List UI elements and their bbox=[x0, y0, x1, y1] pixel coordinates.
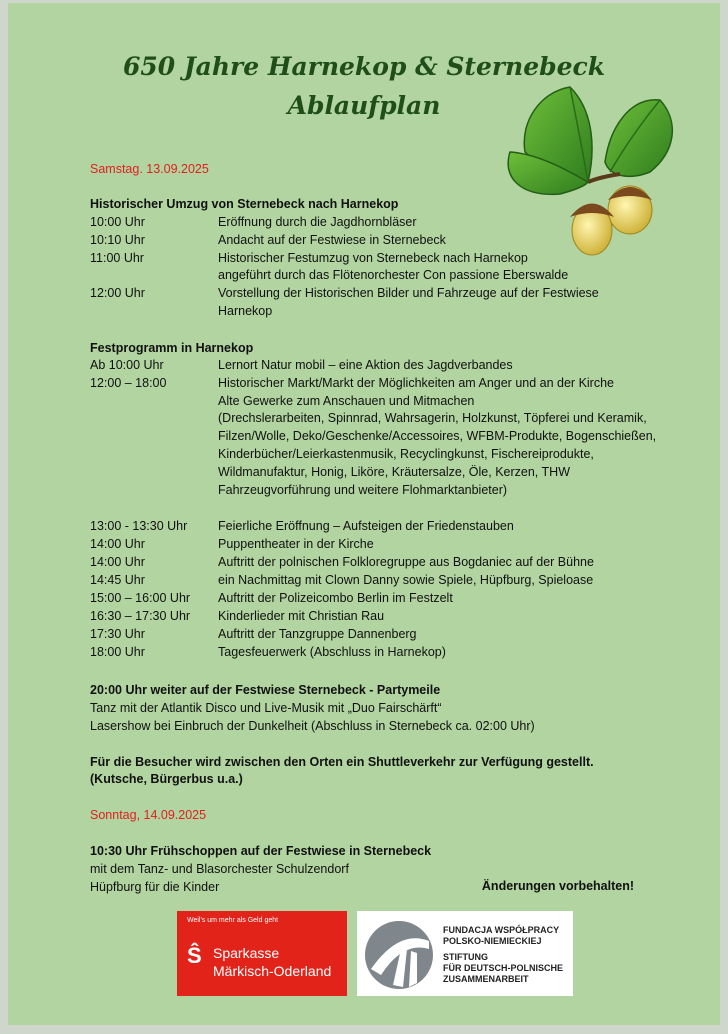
schedule-row bbox=[90, 644, 446, 660]
schedule-row bbox=[90, 536, 374, 552]
schedule-text: Wildmanufaktur, Honig, Liköre, Kräutersalze, Öle, Kerzen, THW bbox=[218, 464, 570, 479]
schedule-time: 17:30 Uhr bbox=[90, 627, 145, 641]
schedule-text: Feierliche Eröffnung – Aufsteigen der Friedenstauben bbox=[218, 519, 514, 533]
sunday-heading: 10:30 Uhr Frühschoppen auf der Festwiese in Sternebeck bbox=[90, 844, 432, 858]
schedule-row bbox=[90, 518, 514, 534]
parade-heading: Historischer Umzug von Sternebeck nach Harnekop bbox=[90, 197, 399, 211]
schedule-text: Andacht auf der Festwiese in Sternebeck bbox=[218, 232, 446, 247]
schedule-row bbox=[90, 554, 594, 570]
sparkasse-s-icon: Ŝ bbox=[187, 943, 202, 968]
schedule-row bbox=[90, 232, 446, 248]
foundation-logo bbox=[357, 911, 573, 996]
shuttle-note: (Kutsche, Bürgerbus u.a.) bbox=[90, 772, 243, 786]
schedule-row bbox=[90, 250, 528, 266]
schedule-time: 10:00 Uhr bbox=[90, 215, 145, 229]
schedule-text: Filzen/Wolle, Deko/Geschenke/Accessoires, WFBM-Produkte, Bogenschießen, bbox=[218, 429, 657, 444]
schedule-time: 12:00 – 18:00 bbox=[90, 375, 167, 390]
schedule-row bbox=[90, 464, 570, 480]
foundation-name-de: STIFTUNG bbox=[443, 952, 488, 962]
sparkasse-slogan: Weil's um mehr als Geld geht bbox=[187, 917, 279, 924]
foundation-emblem-icon bbox=[363, 919, 435, 991]
schedule-text: ein Nachmittag mit Clown Danny sowie Spiele, Hüpfburg, Spieloase bbox=[218, 573, 594, 587]
schedule-time: 10:10 Uhr bbox=[90, 232, 145, 247]
schedule-text: Auftritt der Polizeicombo Berlin im Festzelt bbox=[218, 591, 453, 605]
schedule-time: 15:00 – 16:00 Uhr bbox=[90, 591, 191, 605]
schedule-row bbox=[90, 357, 513, 373]
schedule-time: 14:45 Uhr bbox=[90, 573, 145, 587]
schedule-time: 12:00 Uhr bbox=[90, 286, 145, 301]
schedule-text: Fahrzeugvorführung und weitere Flohmarktanbieter) bbox=[218, 482, 508, 497]
schedule-time: 13:00 - 13:30 Uhr bbox=[90, 519, 188, 533]
schedule-text: Historischer Markt/Markt der Möglichkeiten am Anger und an der Kirche bbox=[218, 375, 614, 390]
schedule-row bbox=[90, 572, 593, 588]
schedule-row bbox=[90, 285, 599, 301]
shuttle-note: Für die Besucher wird zwischen den Orten ein Shuttleverkehr zur Verfügung gestellt. bbox=[90, 755, 594, 769]
schedule-row bbox=[90, 626, 417, 642]
schedule-text: angeführt durch das Flötenorchester Con passione Eberswalde bbox=[218, 268, 569, 283]
schedule-text: (Drechslerarbeiten, Spinnrad, Wahrsagerin, Holzkunst, Töpferei und Keramik, bbox=[218, 411, 647, 426]
schedule-row bbox=[90, 590, 453, 606]
saturday-date: Samstag. 13.09.2025 bbox=[90, 162, 209, 176]
poster-subtitle: Ablaufplan bbox=[287, 91, 441, 120]
foundation-name-pl: FUNDACJA WSPÓŁPRACY bbox=[443, 925, 560, 935]
sunday-date: Sonntag, 14.09.2025 bbox=[90, 808, 207, 822]
sparkasse-name: Sparkasse bbox=[213, 945, 280, 961]
schedule-text: Kinderlieder mit Christian Rau bbox=[218, 609, 385, 623]
schedule-text: Puppentheater in der Kirche bbox=[218, 537, 374, 551]
schedule-time: 14:00 Uhr bbox=[90, 555, 145, 569]
party-line: Lasershow bei Einbruch der Dunkelheit (Abschluss in Sternebeck ca. 02:00 Uhr) bbox=[90, 719, 535, 733]
foundation-name-de: ZUSAMMENARBEIT bbox=[443, 974, 529, 984]
schedule-row bbox=[90, 267, 568, 283]
party-line: Tanz mit der Atlantik Disco und Live-Musik mit „Duo Fairschärft“ bbox=[90, 701, 442, 715]
schedule-row bbox=[90, 446, 594, 462]
changes-note: Änderungen vorbehalten! bbox=[481, 879, 634, 893]
schedule-row bbox=[90, 375, 614, 391]
schedule-text: Auftritt der polnischen Folkloregruppe aus Bogdaniec auf der Bühne bbox=[218, 555, 594, 569]
schedule-row bbox=[90, 214, 417, 230]
schedule-text: Historischer Festumzug von Sternebeck nach Harnekop bbox=[218, 250, 528, 265]
schedule-time: Ab 10:00 Uhr bbox=[90, 358, 164, 372]
schedule-row bbox=[90, 303, 272, 319]
schedule-time: 18:00 Uhr bbox=[90, 645, 145, 659]
foundation-name-pl: POLSKO-NIEMIECKIEJ bbox=[443, 936, 542, 946]
program-heading: Festprogramm in Harnekop bbox=[90, 341, 254, 355]
schedule-row bbox=[90, 410, 647, 426]
schedule-text: Harnekop bbox=[218, 304, 273, 318]
sunday-line: mit dem Tanz- und Blasorchester Schulzendorf bbox=[90, 862, 349, 876]
schedule-row bbox=[90, 482, 507, 498]
schedule-text: Vorstellung der Historischen Bilder und Fahrzeuge auf der Festwiese bbox=[218, 286, 599, 301]
schedule-text: Alte Gewerke zum Anschauen und Mitmachen bbox=[218, 393, 475, 408]
schedule-text: Auftritt der Tanzgruppe Dannenberg bbox=[218, 627, 417, 641]
party-heading: 20:00 Uhr weiter auf der Festwiese Sternebeck - Partymeile bbox=[90, 683, 441, 697]
sparkasse-logo bbox=[177, 911, 347, 996]
schedule-row bbox=[90, 393, 474, 409]
poster-title: 650 Jahre Harnekop & Sternebeck bbox=[122, 52, 606, 81]
schedule-text: Lernort Natur mobil – eine Aktion des Jagdverbandes bbox=[218, 358, 513, 372]
schedule-row bbox=[90, 428, 656, 444]
schedule-time: 16:30 – 17:30 Uhr bbox=[90, 609, 191, 623]
schedule-text: Kinderbücher/Leierkastenmusik, Recyclingkunst, Fischereiprodukte, bbox=[218, 447, 594, 461]
schedule-text: Tagesfeuerwerk (Abschluss in Harnekop) bbox=[218, 645, 446, 659]
oak-leaves-acorns-illustration bbox=[500, 82, 685, 262]
sunday-line: Hüpfburg für die Kinder bbox=[90, 880, 220, 894]
schedule-time: 11:00 Uhr bbox=[90, 250, 144, 265]
foundation-name-de: FÜR DEUTSCH-POLNISCHE bbox=[443, 963, 564, 973]
schedule-time: 14:00 Uhr bbox=[90, 537, 145, 551]
schedule-row bbox=[90, 608, 384, 624]
schedule-text: Eröffnung durch die Jagdhornbläser bbox=[218, 215, 417, 229]
sparkasse-region: Märkisch-Oderland bbox=[213, 963, 332, 979]
